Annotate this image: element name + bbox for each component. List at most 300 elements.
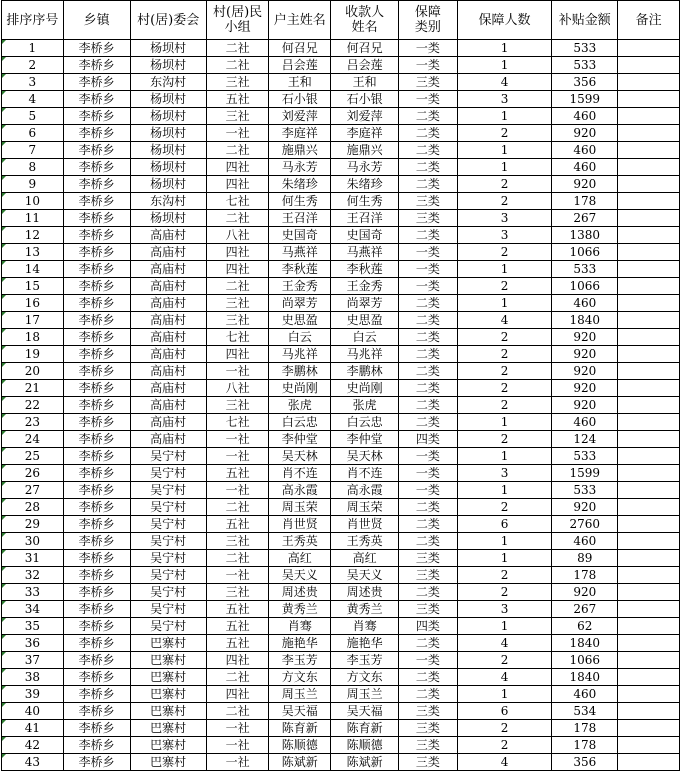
cell-household-head-name: 白云 [269, 329, 331, 346]
cell-supported-persons: 2 [457, 431, 552, 448]
cell-sort-number: 37 [2, 652, 64, 669]
cell-support-category: 一类 [399, 244, 458, 261]
cell-sort-number: 28 [2, 499, 64, 516]
cell-villager-group: 四社 [206, 159, 269, 176]
cell-support-category: 一类 [399, 448, 458, 465]
table-row [2, 737, 680, 754]
cell-remarks [618, 448, 680, 465]
cell-township: 李桥乡 [63, 125, 130, 142]
cell-village-committee: 高庙村 [130, 312, 206, 329]
cell-payee-name: 陈育新 [331, 720, 399, 737]
cell-remarks [618, 431, 680, 448]
cell-support-category: 三类 [399, 601, 458, 618]
cell-sort-number: 19 [2, 346, 64, 363]
cell-villager-group: 四社 [206, 346, 269, 363]
cell-remarks [618, 720, 680, 737]
cell-household-head-name: 肖不连 [269, 465, 331, 482]
cell-support-category: 二类 [399, 363, 458, 380]
cell-villager-group: 一社 [206, 125, 269, 142]
column-header-label: 村(居)委会 [137, 12, 200, 28]
cell-subsidy-amount: 920 [552, 329, 618, 346]
cell-sort-number: 2 [2, 57, 64, 74]
cell-support-category: 一类 [399, 278, 458, 295]
cell-support-category: 二类 [399, 533, 458, 550]
table-row [2, 40, 680, 57]
cell-village-committee: 巴寨村 [130, 686, 206, 703]
cell-payee-name: 陈顺德 [331, 737, 399, 754]
cell-sort-number: 18 [2, 329, 64, 346]
cell-subsidy-amount: 178 [552, 193, 618, 210]
cell-township: 李桥乡 [63, 74, 130, 91]
cell-remarks [618, 125, 680, 142]
cell-township: 李桥乡 [63, 754, 130, 771]
cell-sort-number: 5 [2, 108, 64, 125]
column-header-label: 收款人 [345, 5, 385, 20]
cell-support-category: 二类 [399, 397, 458, 414]
cell-support-category: 二类 [399, 346, 458, 363]
cell-subsidy-amount: 1066 [552, 244, 618, 261]
cell-village-committee: 吴宁村 [130, 465, 206, 482]
cell-support-category: 三类 [399, 210, 458, 227]
table-row [2, 380, 680, 397]
column-header-label: 保障 [414, 5, 441, 20]
table-row [2, 159, 680, 176]
cell-villager-group: 七社 [206, 193, 269, 210]
table-row [2, 669, 680, 686]
cell-support-category: 一类 [399, 652, 458, 669]
cell-sort-number: 29 [2, 516, 64, 533]
cell-sort-number: 20 [2, 363, 64, 380]
cell-village-committee: 吴宁村 [130, 618, 206, 635]
cell-township: 李桥乡 [63, 397, 130, 414]
cell-household-head-name: 肖骞 [269, 618, 331, 635]
cell-villager-group: 二社 [206, 142, 269, 159]
cell-sort-number: 7 [2, 142, 64, 159]
cell-township: 李桥乡 [63, 414, 130, 431]
cell-support-category: 三类 [399, 754, 458, 771]
cell-payee-name: 王和 [331, 74, 399, 91]
cell-township: 李桥乡 [63, 465, 130, 482]
cell-supported-persons: 2 [457, 193, 552, 210]
cell-township: 李桥乡 [63, 737, 130, 754]
cell-payee-name: 史尚刚 [331, 380, 399, 397]
cell-supported-persons: 4 [457, 74, 552, 91]
cell-villager-group: 三社 [206, 584, 269, 601]
cell-payee-name: 史思盈 [331, 312, 399, 329]
cell-supported-persons: 2 [457, 125, 552, 142]
cell-township: 李桥乡 [63, 499, 130, 516]
cell-household-head-name: 马兆祥 [269, 346, 331, 363]
column-header-label: 备注 [635, 12, 662, 28]
cell-support-category: 二类 [399, 499, 458, 516]
cell-payee-name: 方文东 [331, 669, 399, 686]
cell-subsidy-amount: 920 [552, 363, 618, 380]
table-row [2, 125, 680, 142]
cell-sort-number: 16 [2, 295, 64, 312]
cell-support-category: 二类 [399, 159, 458, 176]
cell-supported-persons: 2 [457, 329, 552, 346]
cell-township: 李桥乡 [63, 193, 130, 210]
cell-payee-name: 周玉兰 [331, 686, 399, 703]
cell-household-head-name: 施鼎兴 [269, 142, 331, 159]
cell-township: 李桥乡 [63, 159, 130, 176]
table-row [2, 312, 680, 329]
cell-supported-persons: 1 [457, 261, 552, 278]
table-row [2, 244, 680, 261]
cell-supported-persons: 4 [457, 754, 552, 771]
cell-sort-number: 1 [2, 40, 64, 57]
cell-villager-group: 二社 [206, 703, 269, 720]
cell-household-head-name: 李鹏林 [269, 363, 331, 380]
cell-village-committee: 杨坝村 [130, 125, 206, 142]
cell-remarks [618, 193, 680, 210]
cell-sort-number: 8 [2, 159, 64, 176]
cell-subsidy-amount: 533 [552, 57, 618, 74]
cell-household-head-name: 马燕祥 [269, 244, 331, 261]
cell-subsidy-amount: 533 [552, 40, 618, 57]
cell-household-head-name: 王召洋 [269, 210, 331, 227]
cell-household-head-name: 尚翠芳 [269, 295, 331, 312]
table-row [2, 278, 680, 295]
cell-remarks [618, 584, 680, 601]
cell-village-committee: 吴宁村 [130, 499, 206, 516]
cell-sort-number: 39 [2, 686, 64, 703]
cell-household-head-name: 吕会莲 [269, 57, 331, 74]
cell-supported-persons: 2 [457, 363, 552, 380]
cell-household-head-name: 陈顺德 [269, 737, 331, 754]
cell-sort-number: 36 [2, 635, 64, 652]
cell-remarks [618, 686, 680, 703]
cell-township: 李桥乡 [63, 669, 130, 686]
cell-remarks [618, 635, 680, 652]
cell-remarks [618, 754, 680, 771]
cell-village-committee: 吴宁村 [130, 482, 206, 499]
cell-household-head-name: 王秀英 [269, 533, 331, 550]
cell-village-committee: 高庙村 [130, 414, 206, 431]
cell-supported-persons: 1 [457, 295, 552, 312]
cell-payee-name: 王金秀 [331, 278, 399, 295]
cell-subsidy-amount: 460 [552, 295, 618, 312]
cell-sort-number: 22 [2, 397, 64, 414]
cell-remarks [618, 227, 680, 244]
table-row [2, 193, 680, 210]
table-row [2, 516, 680, 533]
cell-household-head-name: 李仲堂 [269, 431, 331, 448]
cell-villager-group: 一社 [206, 720, 269, 737]
cell-villager-group: 五社 [206, 516, 269, 533]
column-header-township [63, 1, 130, 40]
cell-payee-name: 吴天义 [331, 567, 399, 584]
table-row [2, 210, 680, 227]
cell-household-head-name: 李庭祥 [269, 125, 331, 142]
cell-remarks [618, 312, 680, 329]
cell-supported-persons: 1 [457, 686, 552, 703]
table-row [2, 499, 680, 516]
cell-supported-persons: 4 [457, 312, 552, 329]
cell-remarks [618, 550, 680, 567]
cell-villager-group: 七社 [206, 414, 269, 431]
cell-remarks [618, 244, 680, 261]
cell-remarks [618, 346, 680, 363]
table-row [2, 550, 680, 567]
cell-support-category: 一类 [399, 40, 458, 57]
cell-support-category: 二类 [399, 516, 458, 533]
table-row [2, 176, 680, 193]
cell-sort-number: 11 [2, 210, 64, 227]
cell-township: 李桥乡 [63, 210, 130, 227]
column-header-subsidy-amount [552, 1, 618, 40]
table-row [2, 584, 680, 601]
cell-supported-persons: 2 [457, 584, 552, 601]
cell-remarks [618, 363, 680, 380]
cell-payee-name: 刘爱萍 [331, 108, 399, 125]
cell-villager-group: 三社 [206, 74, 269, 91]
cell-remarks [618, 159, 680, 176]
cell-villager-group: 四社 [206, 652, 269, 669]
cell-payee-name: 高永霞 [331, 482, 399, 499]
cell-township: 李桥乡 [63, 278, 130, 295]
column-header-support-category [399, 1, 458, 40]
cell-support-category: 二类 [399, 329, 458, 346]
cell-villager-group: 三社 [206, 533, 269, 550]
cell-supported-persons: 2 [457, 176, 552, 193]
cell-sort-number: 25 [2, 448, 64, 465]
cell-household-head-name: 张虎 [269, 397, 331, 414]
cell-household-head-name: 周述贵 [269, 584, 331, 601]
cell-support-category: 二类 [399, 227, 458, 244]
cell-village-committee: 高庙村 [130, 261, 206, 278]
cell-supported-persons: 1 [457, 448, 552, 465]
cell-villager-group: 五社 [206, 601, 269, 618]
cell-supported-persons: 2 [457, 499, 552, 516]
cell-remarks [618, 380, 680, 397]
cell-remarks [618, 533, 680, 550]
cell-sort-number: 17 [2, 312, 64, 329]
cell-villager-group: 一社 [206, 737, 269, 754]
cell-household-head-name: 史国奇 [269, 227, 331, 244]
cell-support-category: 一类 [399, 482, 458, 499]
cell-township: 李桥乡 [63, 142, 130, 159]
cell-sort-number: 4 [2, 91, 64, 108]
cell-remarks [618, 669, 680, 686]
cell-subsidy-amount: 920 [552, 584, 618, 601]
cell-villager-group: 三社 [206, 397, 269, 414]
table-row [2, 227, 680, 244]
cell-subsidy-amount: 920 [552, 125, 618, 142]
cell-subsidy-amount: 533 [552, 482, 618, 499]
cell-villager-group: 四社 [206, 176, 269, 193]
cell-villager-group: 一社 [206, 567, 269, 584]
cell-supported-persons: 2 [457, 380, 552, 397]
table-row [2, 261, 680, 278]
cell-village-committee: 杨坝村 [130, 91, 206, 108]
cell-supported-persons: 2 [457, 397, 552, 414]
cell-supported-persons: 1 [457, 414, 552, 431]
column-header-supported-persons [457, 1, 552, 40]
cell-payee-name: 周述贵 [331, 584, 399, 601]
cell-household-head-name: 王金秀 [269, 278, 331, 295]
cell-payee-name: 李仲堂 [331, 431, 399, 448]
cell-sort-number: 33 [2, 584, 64, 601]
cell-subsidy-amount: 533 [552, 261, 618, 278]
cell-remarks [618, 499, 680, 516]
cell-villager-group: 一社 [206, 482, 269, 499]
cell-household-head-name: 李玉芳 [269, 652, 331, 669]
cell-payee-name: 史国奇 [331, 227, 399, 244]
cell-village-committee: 吴宁村 [130, 567, 206, 584]
cell-village-committee: 高庙村 [130, 227, 206, 244]
cell-village-committee: 高庙村 [130, 346, 206, 363]
cell-supported-persons: 1 [457, 482, 552, 499]
cell-household-head-name: 何生秀 [269, 193, 331, 210]
cell-supported-persons: 2 [457, 567, 552, 584]
cell-village-committee: 高庙村 [130, 397, 206, 414]
cell-household-head-name: 刘爱萍 [269, 108, 331, 125]
cell-subsidy-amount: 1380 [552, 227, 618, 244]
cell-village-committee: 杨坝村 [130, 210, 206, 227]
cell-village-committee: 巴寨村 [130, 754, 206, 771]
cell-villager-group: 二社 [206, 210, 269, 227]
cell-sort-number: 26 [2, 465, 64, 482]
cell-township: 李桥乡 [63, 329, 130, 346]
cell-subsidy-amount: 356 [552, 754, 618, 771]
cell-supported-persons: 4 [457, 635, 552, 652]
cell-payee-name: 朱绪珍 [331, 176, 399, 193]
cell-village-committee: 巴寨村 [130, 652, 206, 669]
cell-subsidy-amount: 2760 [552, 516, 618, 533]
cell-subsidy-amount: 920 [552, 346, 618, 363]
cell-remarks [618, 601, 680, 618]
cell-villager-group: 四社 [206, 261, 269, 278]
cell-payee-name: 李鹏林 [331, 363, 399, 380]
cell-sort-number: 34 [2, 601, 64, 618]
subsidy-table [1, 0, 680, 771]
cell-village-committee: 东沟村 [130, 74, 206, 91]
cell-payee-name: 吕会莲 [331, 57, 399, 74]
cell-supported-persons: 1 [457, 533, 552, 550]
cell-subsidy-amount: 267 [552, 210, 618, 227]
cell-payee-name: 李庭祥 [331, 125, 399, 142]
table-row [2, 635, 680, 652]
cell-subsidy-amount: 178 [552, 737, 618, 754]
cell-payee-name: 马燕祥 [331, 244, 399, 261]
cell-subsidy-amount: 62 [552, 618, 618, 635]
cell-supported-persons: 1 [457, 142, 552, 159]
cell-household-head-name: 陈育新 [269, 720, 331, 737]
cell-subsidy-amount: 1066 [552, 652, 618, 669]
cell-villager-group: 二社 [206, 499, 269, 516]
cell-support-category: 一类 [399, 91, 458, 108]
cell-village-committee: 杨坝村 [130, 40, 206, 57]
cell-villager-group: 四社 [206, 686, 269, 703]
cell-supported-persons: 1 [457, 550, 552, 567]
cell-sort-number: 10 [2, 193, 64, 210]
column-header-label: 排序序号 [6, 12, 59, 28]
table-row [2, 346, 680, 363]
cell-remarks [618, 261, 680, 278]
cell-subsidy-amount: 533 [552, 448, 618, 465]
cell-sort-number: 32 [2, 567, 64, 584]
cell-township: 李桥乡 [63, 346, 130, 363]
cell-villager-group: 五社 [206, 465, 269, 482]
cell-village-committee: 高庙村 [130, 363, 206, 380]
cell-supported-persons: 3 [457, 210, 552, 227]
cell-subsidy-amount: 460 [552, 533, 618, 550]
cell-household-head-name: 吴天福 [269, 703, 331, 720]
cell-subsidy-amount: 460 [552, 686, 618, 703]
cell-township: 李桥乡 [63, 312, 130, 329]
cell-payee-name: 王召洋 [331, 210, 399, 227]
cell-villager-group: 三社 [206, 108, 269, 125]
cell-remarks [618, 295, 680, 312]
cell-subsidy-amount: 1066 [552, 278, 618, 295]
cell-subsidy-amount: 460 [552, 159, 618, 176]
cell-villager-group: 七社 [206, 329, 269, 346]
cell-remarks [618, 210, 680, 227]
cell-supported-persons: 3 [457, 91, 552, 108]
cell-villager-group: 三社 [206, 312, 269, 329]
cell-village-committee: 高庙村 [130, 278, 206, 295]
cell-sort-number: 35 [2, 618, 64, 635]
cell-township: 李桥乡 [63, 533, 130, 550]
cell-township: 李桥乡 [63, 550, 130, 567]
cell-support-category: 三类 [399, 720, 458, 737]
cell-support-category: 三类 [399, 74, 458, 91]
cell-supported-persons: 2 [457, 720, 552, 737]
cell-subsidy-amount: 1840 [552, 312, 618, 329]
cell-remarks [618, 567, 680, 584]
cell-township: 李桥乡 [63, 618, 130, 635]
cell-sort-number: 38 [2, 669, 64, 686]
cell-remarks [618, 74, 680, 91]
cell-village-committee: 巴寨村 [130, 703, 206, 720]
cell-supported-persons: 3 [457, 227, 552, 244]
cell-township: 李桥乡 [63, 261, 130, 278]
cell-sort-number: 43 [2, 754, 64, 771]
cell-household-head-name: 吴天林 [269, 448, 331, 465]
cell-sort-number: 27 [2, 482, 64, 499]
cell-support-category: 二类 [399, 142, 458, 159]
cell-supported-persons: 4 [457, 669, 552, 686]
table-row [2, 482, 680, 499]
table-row [2, 618, 680, 635]
cell-township: 李桥乡 [63, 720, 130, 737]
cell-villager-group: 二社 [206, 57, 269, 74]
table-row [2, 397, 680, 414]
cell-township: 李桥乡 [63, 703, 130, 720]
cell-township: 李桥乡 [63, 686, 130, 703]
cell-support-category: 三类 [399, 703, 458, 720]
cell-payee-name: 白云 [331, 329, 399, 346]
cell-remarks [618, 176, 680, 193]
table-row [2, 431, 680, 448]
cell-sort-number: 30 [2, 533, 64, 550]
cell-sort-number: 42 [2, 737, 64, 754]
cell-payee-name: 周玉荣 [331, 499, 399, 516]
cell-support-category: 二类 [399, 635, 458, 652]
cell-village-committee: 杨坝村 [130, 142, 206, 159]
cell-remarks [618, 278, 680, 295]
cell-villager-group: 二社 [206, 278, 269, 295]
cell-township: 李桥乡 [63, 227, 130, 244]
cell-payee-name: 肖不连 [331, 465, 399, 482]
cell-support-category: 三类 [399, 567, 458, 584]
cell-sort-number: 31 [2, 550, 64, 567]
cell-village-committee: 吴宁村 [130, 601, 206, 618]
cell-village-committee: 杨坝村 [130, 108, 206, 125]
cell-sort-number: 12 [2, 227, 64, 244]
cell-village-committee: 东沟村 [130, 193, 206, 210]
